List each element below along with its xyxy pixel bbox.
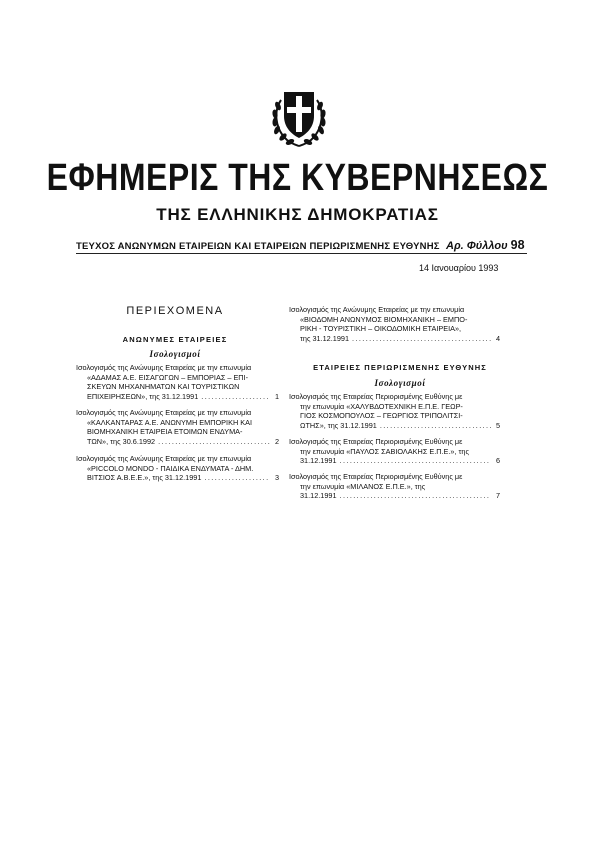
leader-dots [340,456,491,466]
entry-page-number: 3 [274,473,279,483]
entry-line: «ΚΑΛΚΑΝΤΑΡΑΣ Α.Ε. ΑΝΩΝΥΜΗ ΕΜΠΟΡΙΚΗ ΚΑΙ [87,417,253,427]
section-subheading-ae: Ισολογισμοί [149,349,201,359]
sheet-number-block [446,238,525,252]
sheet-number: 98 [510,238,525,252]
entry-page-number: 5 [495,420,500,430]
entry-page-number: 1 [274,391,279,401]
entry-line: Ισολογισμός της Ανώνυμης Εταιρείας με την επωνυμία [76,454,252,463]
greek-coat-of-arms-icon [269,86,329,148]
gazette-title: ΕΦΗΜΕΡΙΣ ΤΗΣ ΚΥΒΕΡΝΗΣΕΩΣ [46,155,549,199]
entry-page-number: 7 [495,491,500,501]
entry-line: της 31.12.1991 [300,333,350,343]
section-subheading-epe: Ισολογισμοί [374,378,426,388]
issue-series: ΤΕΥΧΟΣ ΑΝΩΝΥΜΩΝ ΕΤΑΙΡΕΙΩΝ ΚΑΙ ΕΤΑΙΡΕΙΩΝ ΠΕΡΙΩΡΙΣΜΕΝΗΣ ΕΥΘΥΝΗΣ [76,241,440,252]
entry-page-number: 4 [495,333,500,343]
leader-dots [340,491,491,501]
contents-entry [289,472,500,501]
issue-date: 14 Ιανουαρίου 1993 [419,263,499,273]
entry-page-number: 2 [274,436,279,446]
section-heading-epe: ΕΤΑΙΡΕΙΕΣ ΠΕΡΙΩΡΙΣΜΕΝΗΣ ΕΥΘΥΝΗΣ [313,363,487,372]
entry-line: ΓΙΟΣ ΚΟΣΜΟΠΟΥΛΟΣ – ΓΕΩΡΓΙΟΣ ΤΡΙΠΟΛΙΤΣΙ- [300,411,463,421]
header-divider [76,253,527,254]
contents-entry [76,454,279,483]
entry-line: Ισολογισμός της Ανώνυμης Εταιρείας με την επωνυμία [76,408,252,417]
contents-entry [76,408,279,446]
entry-line: 31.12.1991 [300,491,337,501]
entry-line: την επωνυμία «ΜΙΛΑΝΟΣ Ε.Π.Ε.», της [300,481,426,491]
contents-entry [76,363,279,401]
leader-dots [158,437,270,447]
leader-dots [352,334,491,344]
entry-line: ΤΩΝ», της 30.6.1992 [87,436,156,446]
contents-title: ΠΕΡΙΕΧΟΜΕΝΑ [126,305,224,317]
sheet-label: Αρ. Φύλλου [446,240,508,252]
section-heading-ae: ΑΝΩΝΥΜΕΣ ΕΤΑΙΡΕΙΕΣ [122,335,228,344]
entry-line: Ισολογισμός της Εταιρείας Περιορισμένης Ευθύνης με [289,472,463,481]
contents-entry [289,305,500,343]
entry-line: «PICCOLO MONDO - ΠΑΙΔΙΚΑ ΕΝΔΥΜΑΤΑ - ΔΗΜ. [87,463,254,473]
entry-line: ΕΠΙΧΕΙΡΗΣΕΩΝ», της 31.12.1991 [87,391,199,401]
entry-line: την επωνυμία «ΠΑΥΛΟΣ ΣΑΒΙΟΛΑΚΗΣ Ε.Π.Ε.», της [300,446,470,456]
entry-line: την επωνυμία «ΧΑΛΥΒΔΟΤΕΧΝΙΚΗ Ε.Π.Ε. ΓΕΩΡ- [300,401,463,411]
entry-line: «ΒΙΟΔΟΜΗ ΑΝΩΝΥΜΟΣ ΒΙΟΜΗΧΑΝΙΚΗ – ΕΜΠΟ- [300,314,468,324]
entry-line: ΒΙΟΜΗΧΑΝΙΚΗ ΕΤΑΙΡΕΙΑ ΕΤΟΙΜΩΝ ΕΝΔΥΜΑ- [87,427,243,437]
entry-line: Ισολογισμός της Ανώνυμης Εταιρείας με την επωνυμία [76,363,252,372]
entry-line: Ισολογισμός της Ανώνυμης Εταιρείας με την επωνυμία [289,305,465,314]
leader-dots [380,421,491,431]
entry-line: ΩΤΗΣ», της 31.12.1991 [300,420,377,430]
contents-entry [289,437,500,466]
contents-entry [289,392,500,430]
leader-dots [201,392,270,402]
entry-line: Ισολογισμός της Εταιρείας Περιορισμένης Ευθύνης με [289,437,463,446]
entry-line: ΒΙΤΣΙΟΣ Α.Β.Ε.Ε.», της 31.12.1991 [87,473,202,483]
entry-line: ΡΙΚΗ - ΤΟΥΡΙΣΤΙΚΗ – ΟΙΚΟΔΟΜΙΚΗ ΕΤΑΙΡΕΙΑ», [300,324,462,334]
gazette-subtitle: ΤΗΣ ΕΛΛΗΝΙΚΗΣ ΔΗΜΟΚΡΑΤΙΑΣ [156,205,439,224]
entry-page-number: 6 [495,456,500,466]
entry-line: ΣΚΕΥΩΝ ΜΗΧΑΝΗΜΑΤΩΝ ΚΑΙ ΤΟΥΡΙΣΤΙΚΩΝ [87,382,240,392]
entry-line: Ισολογισμός της Εταιρείας Περιορισμένης Ευθύνης με [289,392,463,401]
leader-dots [204,473,270,483]
entry-line: 31.12.1991 [300,456,337,466]
entry-line: «ΑΔΑΜΑΣ Α.Ε. ΕΙΣΑΓΩΓΩΝ – ΕΜΠΟΡΙΑΣ – ΕΠΙ- [87,372,249,382]
